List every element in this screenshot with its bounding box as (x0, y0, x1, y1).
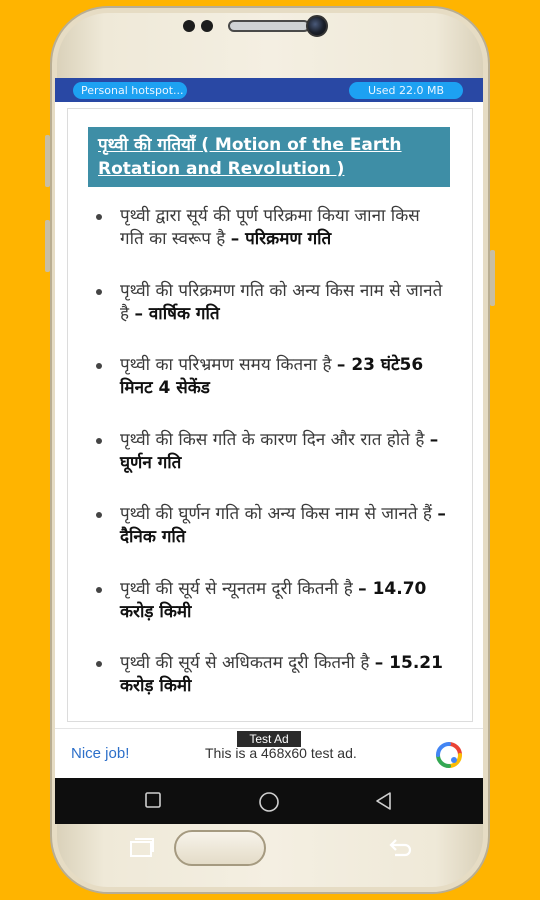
list-item (96, 503, 446, 578)
heading-link[interactable]: पृथ्वी की गतियाँ ( Motion of the Earth Rotation and Revolution ) (98, 135, 402, 179)
bullet-icon (96, 289, 102, 295)
list-item (96, 280, 446, 355)
recent-apps-icon[interactable] (128, 836, 156, 860)
article-card[interactable] (67, 108, 473, 722)
list-item (96, 429, 446, 504)
earpiece-speaker (228, 20, 310, 32)
question-text: पृथ्वी की परिक्रमण गति को अन्य किस नाम से जानते है (120, 280, 443, 324)
article-heading (88, 127, 450, 187)
bullet-icon (96, 661, 102, 667)
qa-list (96, 205, 446, 722)
question-text: पृथ्वी की सूर्य से न्यूनतम दूरी कितनी है (120, 578, 359, 599)
ad-headline[interactable]: Nice job! (71, 745, 130, 762)
volume-up-button (45, 135, 50, 187)
recents-square-icon[interactable] (143, 790, 163, 810)
ad-network-logo-icon[interactable] (435, 741, 463, 769)
bullet-icon (96, 512, 102, 518)
question-text: पृथ्वी की सूर्य से अधिकतम दूरी कितनी है (120, 653, 375, 673)
light-sensor (201, 20, 213, 32)
bullet-icon (96, 363, 102, 369)
list-item (96, 205, 446, 280)
home-circle-icon[interactable] (257, 790, 281, 814)
volume-down-button (45, 220, 50, 272)
data-usage-indicator[interactable]: Used 22.0 MB (349, 82, 463, 99)
phone-screen (55, 78, 483, 824)
home-button[interactable] (174, 830, 266, 866)
front-camera (306, 15, 328, 37)
bullet-icon (96, 587, 102, 593)
question-text: पृथ्वी का परिभ्रमण समय कितना है (120, 355, 337, 375)
bullet-icon (96, 438, 102, 444)
power-button (490, 250, 495, 306)
test-ad-label: Test Ad (237, 731, 301, 747)
question-text: पृथ्वी द्वारा सूर्य की पूर्ण परिक्रमा किया जाना किस गति का स्वरूप है (120, 206, 420, 249)
android-nav-bar (55, 778, 483, 824)
answer-text: – घूर्णन गति (120, 429, 439, 473)
answer-text: – परिक्रमण गति (230, 229, 332, 249)
hotspot-indicator[interactable]: Personal hotspot... (73, 82, 187, 99)
question-text: पृथ्वी की किस गति के कारण दिन और रात होते है (120, 429, 430, 450)
bullet-icon (96, 214, 102, 220)
answer-text: – दैनिक गति (120, 504, 446, 547)
answer-text: – 14.70 करोड़ किमी (120, 578, 427, 622)
list-item (96, 578, 446, 653)
proximity-sensor (183, 20, 195, 32)
question-text: पृथ्वी की घूर्णन गति को अन्य किस नाम से जानते हैं (120, 504, 438, 524)
back-arrow-icon[interactable] (386, 836, 414, 860)
back-triangle-icon[interactable] (373, 790, 395, 812)
answer-text: – वार्षिक गति (134, 303, 220, 324)
answer-text: – 15.21 करोड़ किमी (120, 653, 443, 696)
list-item (96, 652, 446, 722)
ad-description[interactable]: This is a 468x60 test ad. (205, 745, 357, 761)
list-item (96, 354, 446, 429)
status-bar (55, 78, 483, 102)
answer-text: – 23 घंटे56 मिनट 4 सेकेंड (120, 355, 424, 398)
banner-ad[interactable] (55, 728, 483, 778)
